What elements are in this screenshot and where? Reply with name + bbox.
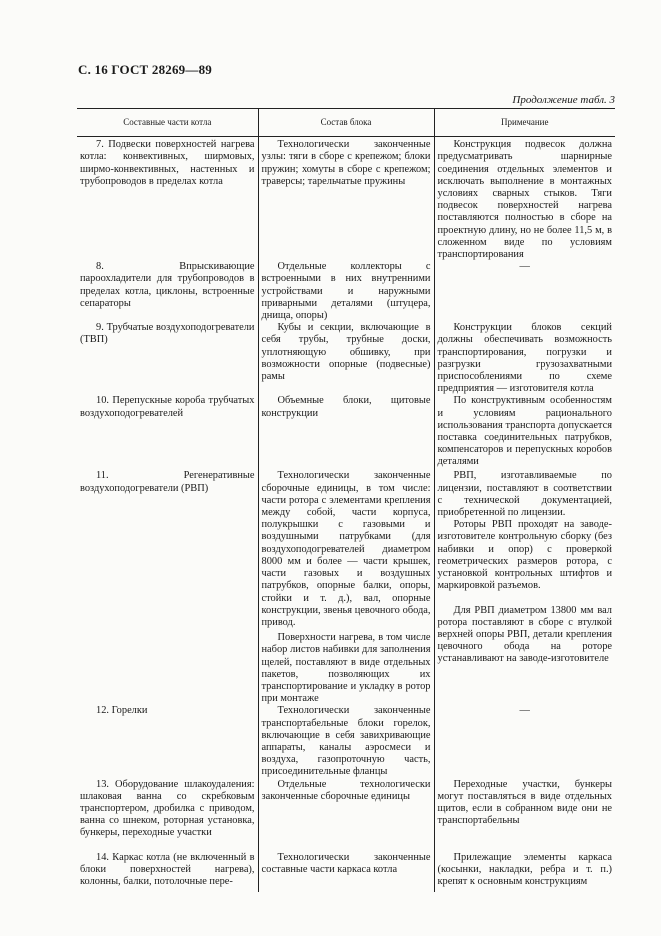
- table-row: [77, 779, 615, 852]
- cell-part: 8. Впрыскивающие пароохладители для трубопроводов в пределах котла, циклоны, встроенные сепараторы: [80, 261, 255, 309]
- cell-note: Конструкции блоков секций должны обеспечивать возможность транспортирования, погрузки и разгрузки грузозахватными приспособлениями по схеме предприятия — изготовителя котла: [434, 322, 615, 395]
- cell-part: 12. Горелки: [96, 705, 148, 717]
- cell-note: —: [434, 261, 615, 322]
- cell-part: 11. Регенеративные воздухоподогреватели (РВП): [80, 470, 255, 494]
- cell-part: 13. Оборудование шлакоудаления: шлаковая ванна со скребковым транспортером, дробилка с приводом, ванна со шнеком, роторная установка, бункеры, переходные участки: [80, 778, 255, 839]
- components-table: [77, 108, 615, 892]
- table-continuation-label: Продолжение табл. 3: [512, 94, 615, 106]
- page-header: С. 16 ГОСТ 28269—89: [78, 62, 212, 77]
- cell-note: РВП, изготавливаемые по лицензии, поставляют в соответствии с технической документацией, приобретенной по лицензии. Роторы РВП проходят на заводе-изготовителе контрольную сборку (без набивки и опор) с проверкой геометрических размеров ротора, с установкой контрольных штифтов и маркировкой разъемов. Для РВП диаметром 13800 мм вал ротора поставляют в сборе с втулкой верхней опоры РВП, детали крепления цевочного обода на роторе устанавливают на заводе-изготовителе: [434, 470, 615, 705]
- cell-note: —: [434, 705, 615, 778]
- column-header-block: Состав блока: [258, 109, 434, 137]
- cell-block: Технологически законченные узлы: тяги в сборе с крепежом; блоки пружин; хомуты в сборе с крепежом; траверсы; тарельчатые пружины: [258, 137, 434, 262]
- cell-part: 14. Каркас котла (не включенный в блоки поверхностей нагрева), колонны, балки, потолочные пере-: [80, 851, 255, 887]
- cell-note: Конструкция подвесок должна предусматривать шарнирные соединения отдельных элементов и исключать выполнение в монтажных условиях сварных стыков. Тяги подвесок поверхностей нагрева поставляются полностью в сборе на проектную длину, но не более 11,5 м, в сложенном виде по условиям транспортирования: [434, 137, 615, 262]
- cell-block: Объемные блоки, щитовые конструкции: [258, 395, 434, 470]
- table-row: [77, 137, 615, 262]
- cell-block: Технологически законченные сборочные единицы, в том числе: части ротора с элементами крепления между собой, части корпуса, полукрышки с газовыми и воздушными патрубками (для воздухоподогревателей диаметром 8000 мм и более — части крышек, части газовых и воздушных патрубков, опорные балки, опоры, стойки и т. д.), вал, опорные конструкции, звенья цевочного обода, привод. Поверхности нагрева, в том числе набор листов набивки для заполнения щелей, поставляют в виде отдельных пакетов, позволяющих их транспортирование и укладку в ротор при монтаже: [258, 470, 434, 705]
- cell-block: Отдельные коллекторы с встроенными в них внутренними устройствами и наружными приварными деталями (штуцера, днища, опоры): [258, 261, 434, 322]
- table-row: [77, 852, 615, 892]
- table-row: [77, 395, 615, 470]
- table-row: [77, 705, 615, 778]
- column-header-parts: Составные части котла: [77, 109, 258, 137]
- cell-part: 7. Подвески поверхностей нагрева котла: конвективных, ширмовых, ширмо-конвективных, настенных и трубопроводов в пределах котла: [80, 139, 255, 187]
- column-header-note: Примечание: [434, 109, 615, 137]
- cell-block: Технологически законченные составные части каркаса котла: [258, 852, 434, 892]
- cell-block: Технологически законченные транспортабельные блоки горелок, включающие в себя завихривающие аппараты, каналы аэросмеси и воздуха, газопроточную часть, присоединительные фланцы: [258, 705, 434, 778]
- table-row: [77, 261, 615, 322]
- cell-part: 9. Трубчатые воздухоподогреватели (ТВП): [80, 322, 255, 346]
- table-row: [77, 470, 615, 705]
- cell-note: Прилежащие элементы каркаса (косынки, накладки, ребра и т. п.) крепят к основным конструкциям: [434, 852, 615, 892]
- cell-part: 10. Перепускные короба трубчатых воздухоподогревателей: [80, 395, 255, 419]
- table-row: [77, 322, 615, 395]
- cell-block: Кубы и секции, включающие в себя трубы, трубные доски, уплотняющую обшивку, при возможности опорные (подвесные) рамы: [258, 322, 434, 395]
- cell-note: По конструктивным особенностям и условиям рационального использования транспорта допускается поставка соединительных патрубков, компенсаторов и перепускных коробов деталями: [434, 395, 615, 470]
- cell-note: Переходные участки, бункеры могут поставляться в виде отдельных щитов, если в собранном виде они не транспортабельны: [434, 779, 615, 852]
- table-header-row: [77, 109, 615, 137]
- cell-block: Отдельные технологически законченные сборочные единицы: [258, 779, 434, 852]
